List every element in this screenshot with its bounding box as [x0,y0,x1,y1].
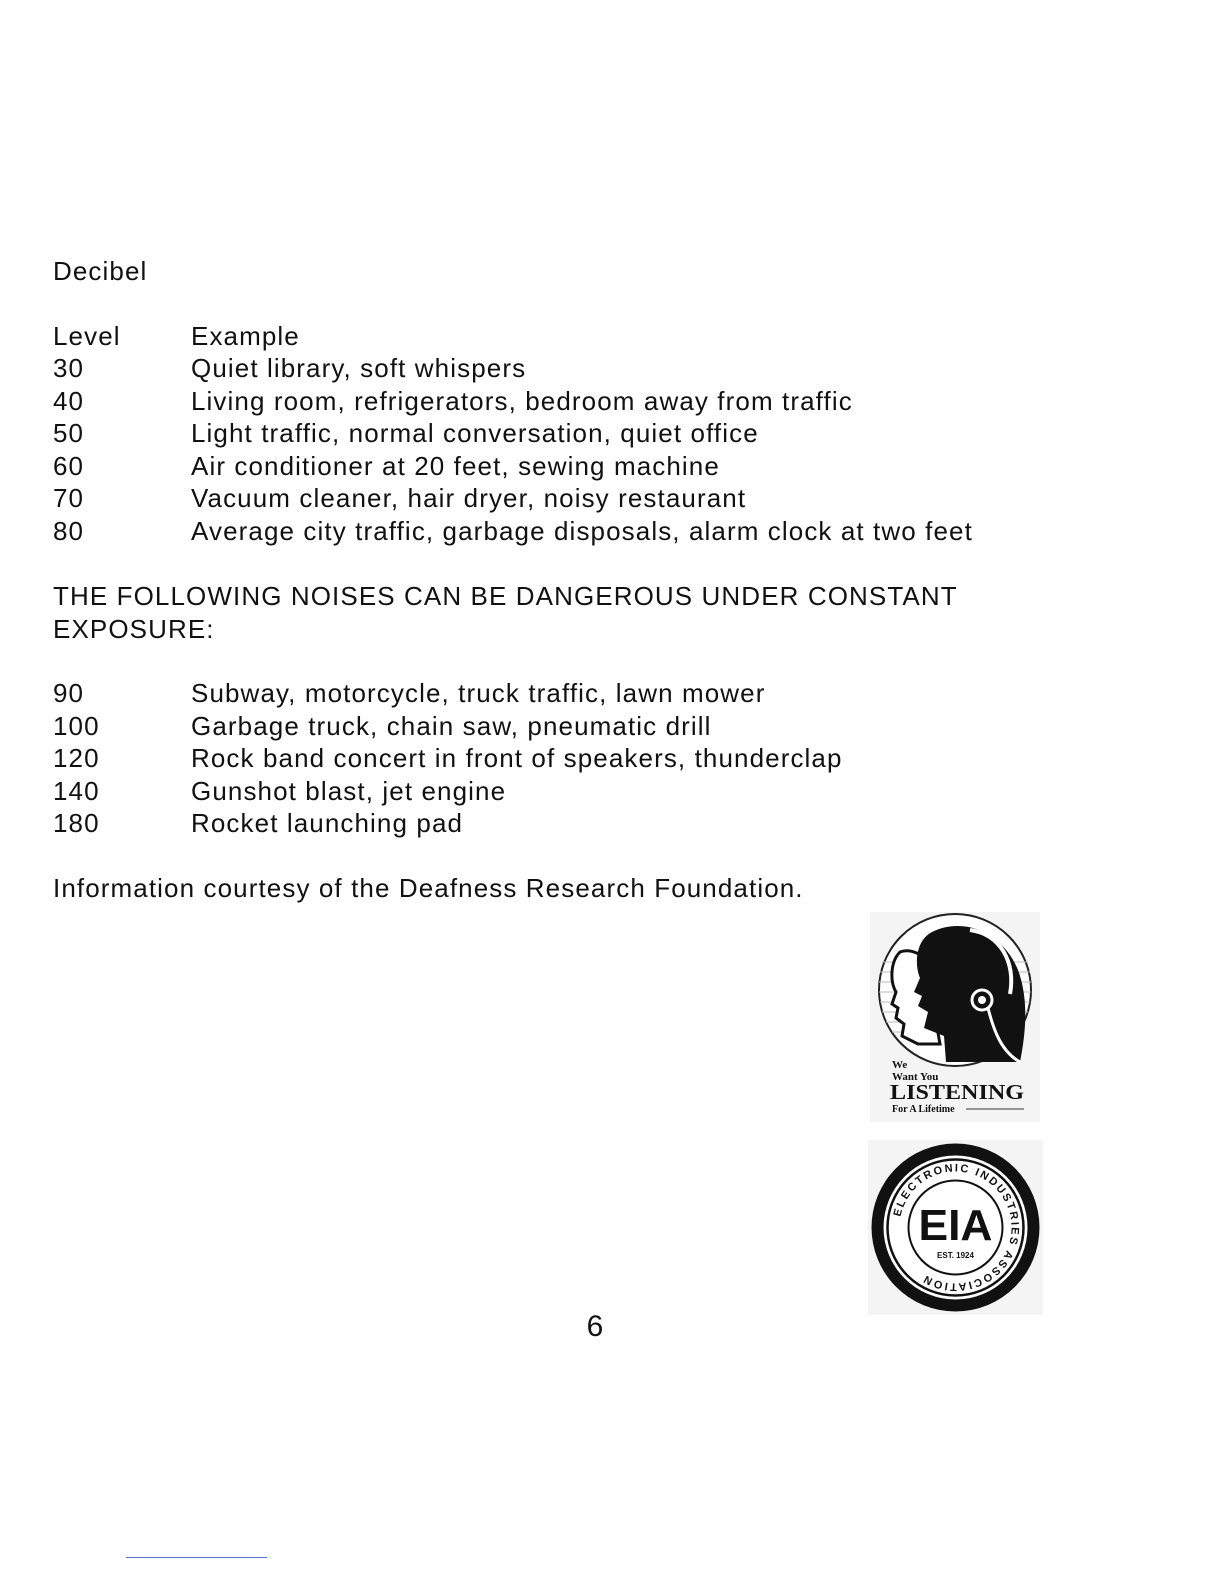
level-value: 180 [53,808,100,838]
level-value: 100 [53,710,100,741]
example-text: Gunshot blast, jet engine [191,775,507,806]
logo-text-listening: LISTENING [890,1080,1024,1104]
column-header-level: Level [53,321,121,351]
table-header [53,320,300,353]
page-number: 6 [586,1310,604,1343]
table-row [53,807,843,840]
example-text: Rocket launching pad [191,808,464,838]
listening-logo [870,912,1040,1122]
logo-text-we: We [892,1059,908,1071]
table-row [53,417,973,450]
example-text: Air conditioner at 20 feet, sewing machine [191,450,720,481]
logo-text-lifetime: For A Lifetime [892,1104,955,1115]
danger-levels-table [53,677,843,840]
level-value: 30 [53,353,85,383]
level-value: 80 [53,515,85,546]
eia-established: EST. 1924 [937,1251,974,1260]
example-text: Quiet library, soft whispers [191,353,527,383]
table-row [53,482,973,515]
logo-text-want-you: Want You [892,1071,939,1083]
table-row [53,450,973,483]
example-text: Light traffic, normal conversation, quiet office [191,418,759,448]
table-row [53,742,843,775]
table-row [53,775,843,808]
credit-line: Information courtesy of the Deafness Research Foundation. [53,873,804,903]
level-value: 140 [53,775,100,806]
footer-rule [126,1557,267,1558]
level-value: 90 [53,678,85,708]
table-row [53,710,843,743]
example-text: Garbage truck, chain saw, pneumatic drill [191,710,712,741]
safe-levels-table [53,352,973,547]
level-value: 70 [53,483,85,513]
eia-seal-logo [868,1140,1043,1315]
level-value: 50 [53,418,85,448]
level-value: 60 [53,450,85,481]
example-text: Living room, refrigerators, bedroom away from traffic [191,385,853,416]
eia-ring-text: ELECTRONIC INDUSTRIES ASSOCIATION [891,1162,1021,1293]
level-value: 120 [53,743,100,773]
example-text: Average city traffic, garbage disposals, alarm clock at two feet [191,515,973,546]
heading-decibel: Decibel [53,256,148,286]
table-row [53,515,973,548]
example-text: Vacuum cleaner, hair dryer, noisy restaurant [191,483,747,513]
level-value: 40 [53,385,85,416]
column-header-example: Example [191,321,300,351]
example-text: Rock band concert in front of speakers, thunderclap [191,743,843,773]
table-row [53,385,973,418]
eia-monogram: EIA [918,1201,993,1250]
example-text: Subway, motorcycle, truck traffic, lawn mower [191,678,766,708]
table-row [53,352,973,385]
danger-warning: THE FOLLOWING NOISES CAN BE DANGEROUS UNDER CONSTANT EXPOSURE: [53,581,958,644]
table-row [53,677,843,710]
